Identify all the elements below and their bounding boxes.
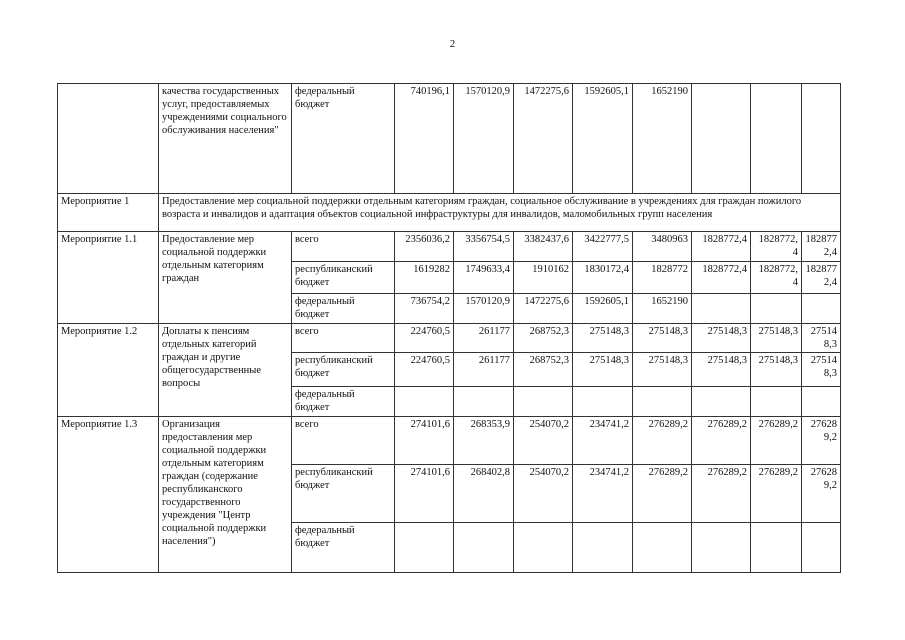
value-cell: 1592605,1 [573, 84, 633, 194]
value-cell [751, 294, 802, 324]
value-cell: 1828772 [633, 262, 692, 294]
value-cell: 1828772,4 [802, 262, 841, 294]
event-name: Мероприятие 1.2 [58, 324, 159, 417]
funding-source: республиканский бюджет [292, 262, 395, 294]
value-cell: 3422777,5 [573, 232, 633, 262]
value-cell: 254070,2 [514, 465, 573, 523]
value-cell: 276289,2 [633, 465, 692, 523]
value-cell [454, 387, 514, 417]
value-cell: 234741,2 [573, 465, 633, 523]
value-cell: 736754,2 [395, 294, 454, 324]
value-cell: 275148,3 [751, 324, 802, 353]
value-cell [514, 523, 573, 573]
event-name: Мероприятие 1.1 [58, 232, 159, 324]
value-cell: 1910162 [514, 262, 573, 294]
value-cell [802, 84, 841, 194]
value-cell [633, 387, 692, 417]
value-cell: 274101,6 [395, 465, 454, 523]
value-cell: 224760,5 [395, 353, 454, 387]
value-cell: 275148,3 [692, 324, 751, 353]
value-cell [573, 523, 633, 573]
value-cell [751, 523, 802, 573]
value-cell [395, 387, 454, 417]
value-cell: 1828772,4 [751, 232, 802, 262]
value-cell: 1592605,1 [573, 294, 633, 324]
value-cell: 276289,2 [633, 417, 692, 465]
value-cell: 275148,3 [802, 324, 841, 353]
value-cell: 1570120,9 [454, 294, 514, 324]
value-cell: 3382437,6 [514, 232, 573, 262]
table-row [58, 417, 841, 465]
event-description: Организация предоставления мер социальной поддержки отдельным категориям граждан (содержание республиканского государственного учреждения "Центр социальной поддержки населения") [159, 417, 292, 573]
value-cell: 275148,3 [751, 353, 802, 387]
value-cell [692, 387, 751, 417]
value-cell: 261177 [454, 324, 514, 353]
value-cell [802, 523, 841, 573]
value-cell: 1472275,6 [514, 294, 573, 324]
value-cell: 1472275,6 [514, 84, 573, 194]
funding-source: республиканский бюджет [292, 353, 395, 387]
value-cell: 1828772,4 [802, 232, 841, 262]
value-cell: 1828772,4 [692, 232, 751, 262]
event-description: Предоставление мер социальной поддержки отдельным категориям граждан [159, 232, 292, 324]
value-cell: 1570120,9 [454, 84, 514, 194]
value-cell [751, 387, 802, 417]
funding-source: федеральный бюджет [292, 294, 395, 324]
value-cell: 275148,3 [633, 324, 692, 353]
funding-source: федеральный бюджет [292, 523, 395, 573]
event-name: Мероприятие 1.3 [58, 417, 159, 573]
value-cell: 234741,2 [573, 417, 633, 465]
value-cell: 1619282 [395, 262, 454, 294]
table-row [58, 324, 841, 353]
value-cell: 275148,3 [692, 353, 751, 387]
value-cell: 3356754,5 [454, 232, 514, 262]
value-cell [751, 84, 802, 194]
value-cell: 276289,2 [802, 417, 841, 465]
value-cell: 276289,2 [751, 465, 802, 523]
value-cell: 275148,3 [802, 353, 841, 387]
value-cell: 268353,9 [454, 417, 514, 465]
value-cell [454, 523, 514, 573]
value-cell [692, 523, 751, 573]
funding-source: всего [292, 232, 395, 262]
value-cell: 268752,3 [514, 324, 573, 353]
value-cell: 275148,3 [573, 353, 633, 387]
table-row [58, 194, 841, 232]
value-cell: 261177 [454, 353, 514, 387]
value-cell [802, 294, 841, 324]
value-cell: 276289,2 [692, 417, 751, 465]
value-cell: 254070,2 [514, 417, 573, 465]
funding-source: республиканский бюджет [292, 465, 395, 523]
value-cell: 1652190 [633, 84, 692, 194]
funding-source: федеральный бюджет [292, 387, 395, 417]
value-cell [395, 523, 454, 573]
value-cell [514, 387, 573, 417]
value-cell: 268752,3 [514, 353, 573, 387]
value-cell: 275148,3 [633, 353, 692, 387]
value-cell: 274101,6 [395, 417, 454, 465]
value-cell: 1652190 [633, 294, 692, 324]
value-cell: 276289,2 [802, 465, 841, 523]
value-cell [802, 387, 841, 417]
value-cell: 268402,8 [454, 465, 514, 523]
table-row [58, 84, 841, 194]
value-cell: 1828772,4 [751, 262, 802, 294]
event-name-cell [58, 84, 159, 194]
funding-source: всего [292, 417, 395, 465]
value-cell [573, 387, 633, 417]
value-cell: 224760,5 [395, 324, 454, 353]
event-description: Предоставление мер социальной поддержки отдельным категориям граждан, социальное обслуживание в учреждениях для граждан пожилого возраста и инвалидов и адаптация объектов социальной инфраструктуры для инвалидов, маломобильных групп населения [159, 194, 841, 232]
value-cell: 1749633,4 [454, 262, 514, 294]
funding-source: всего [292, 324, 395, 353]
value-cell [633, 523, 692, 573]
value-cell: 1828772,4 [692, 262, 751, 294]
value-cell: 276289,2 [692, 465, 751, 523]
event-description: качества государственных услуг, предоставляемых учреждениями социального обслуживания населения" [159, 84, 292, 194]
value-cell: 275148,3 [573, 324, 633, 353]
event-description: Доплаты к пенсиям отдельных категорий граждан и другие общегосударственные вопросы [159, 324, 292, 417]
value-cell: 3480963 [633, 232, 692, 262]
table-row [58, 232, 841, 262]
value-cell [692, 294, 751, 324]
value-cell: 1830172,4 [573, 262, 633, 294]
funding-source: федеральный бюджет [292, 84, 395, 194]
value-cell: 276289,2 [751, 417, 802, 465]
value-cell: 2356036,2 [395, 232, 454, 262]
value-cell: 740196,1 [395, 84, 454, 194]
page-number: 2 [449, 38, 456, 50]
budget-table [57, 83, 841, 573]
value-cell [692, 84, 751, 194]
event-name: Мероприятие 1 [58, 194, 159, 232]
